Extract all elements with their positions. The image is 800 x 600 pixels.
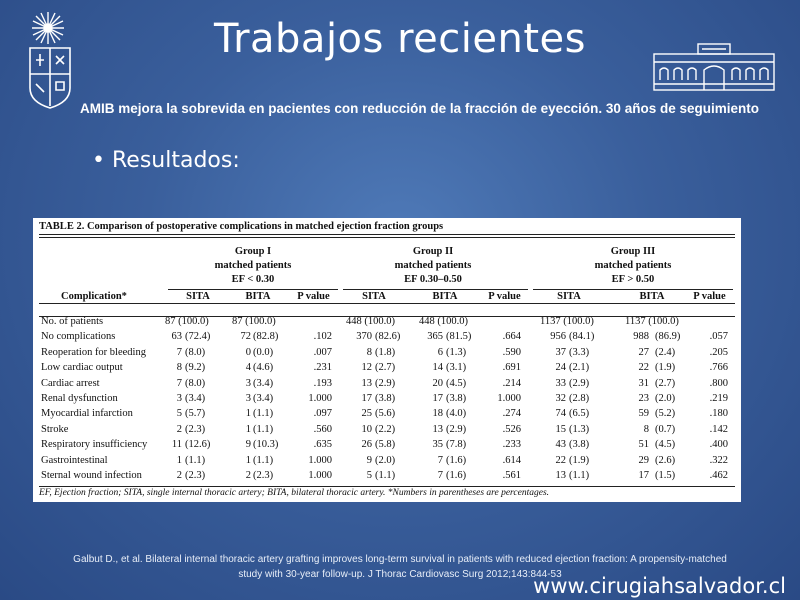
table-cell: 11 xyxy=(171,439,182,451)
table-cell: 17 xyxy=(432,393,443,404)
table-cell: (2.8) xyxy=(569,393,590,404)
table-cell: (0.7) xyxy=(655,423,676,435)
table-cell: .205 xyxy=(709,346,728,358)
table-cell: (2.1) xyxy=(569,362,590,374)
table-cell: .664 xyxy=(502,331,521,343)
table-cell: .057 xyxy=(709,331,728,343)
table-row-label: No complications xyxy=(41,331,116,343)
table-row-label: Low cardiac output xyxy=(41,362,123,374)
table-cell: .102 xyxy=(313,331,332,343)
table-cell: (5.6) xyxy=(375,408,396,420)
header-pvalue: P value xyxy=(488,291,521,302)
table-cell: 8 xyxy=(643,423,649,435)
table-cell: 33 xyxy=(555,377,566,389)
table-cell: (2.9) xyxy=(446,423,467,435)
table-rule xyxy=(533,289,733,290)
table-cell: (1.1) xyxy=(375,470,396,481)
table-cell: 988 xyxy=(633,331,649,343)
table-footnote: EF, Ejection fraction; SITA, single internal thoracic artery; BITA, bilateral thoracic artery. *Numbers in parentheses are percentages. xyxy=(39,488,550,498)
table-cell: 2 xyxy=(245,470,251,481)
table-cell: 29 xyxy=(638,454,649,466)
table-cell: 1 xyxy=(245,454,251,466)
table-cell: 448 (100.0) xyxy=(346,316,395,327)
table-cell: 3 xyxy=(245,393,251,404)
table-cell: .180 xyxy=(709,408,728,420)
table-rule xyxy=(39,234,735,235)
table-rule xyxy=(343,289,528,290)
table-cell: 12 xyxy=(361,362,372,374)
header-bita: BITA xyxy=(639,291,665,302)
table-caption: TABLE 2. Comparison of postoperative complications in matched ejection fraction groups xyxy=(39,221,444,232)
table-cell: (2.9) xyxy=(569,377,590,389)
table-cell: (72.4) xyxy=(185,331,211,343)
table-cell: (3.3) xyxy=(569,346,590,358)
table-cell: (2.3) xyxy=(185,470,206,481)
table-cell: .193 xyxy=(313,377,332,389)
table-cell: (8.0) xyxy=(185,377,206,389)
table-row-label: Cardiac arrest xyxy=(41,377,100,389)
table-cell: (1.1) xyxy=(253,408,274,420)
table-rule xyxy=(168,289,338,290)
table-cell: 10 xyxy=(361,423,372,435)
table-cell: (3.4) xyxy=(253,377,274,389)
slide-subtitle: AMIB mejora la sobrevida en pacientes con reducción de la fracción de eyección. 30 años de seguimiento xyxy=(80,101,759,116)
table-cell: (10.3) xyxy=(253,439,279,451)
group-header-3: EF > 0.50 xyxy=(611,274,655,285)
header-sita: SITA xyxy=(362,291,386,302)
table-cell: (2.4) xyxy=(655,346,676,358)
table-cell: 59 xyxy=(638,408,649,420)
table-cell: .526 xyxy=(502,423,521,435)
table-cell: (2.3) xyxy=(185,423,206,435)
table-cell: 5 xyxy=(366,470,372,481)
table-cell: (8.0) xyxy=(185,346,206,358)
table-cell: (3.8) xyxy=(446,393,467,404)
table-cell: (7.8) xyxy=(446,439,467,451)
table-cell: .274 xyxy=(502,408,521,420)
table-cell: (9.2) xyxy=(185,362,206,374)
table-cell: 5 xyxy=(176,408,182,420)
table-cell: (1.9) xyxy=(655,362,676,374)
table-cell: (2.7) xyxy=(655,377,676,389)
table-cell: 15 xyxy=(555,423,566,435)
table-cell: 72 xyxy=(240,331,251,343)
table-cell: 956 xyxy=(550,331,566,343)
table-cell: .561 xyxy=(502,470,521,481)
table-cell: 1.000 xyxy=(308,454,332,466)
table-cell: 37 xyxy=(555,346,566,358)
table-cell: 365 xyxy=(427,331,443,343)
table-cell: 1.000 xyxy=(308,470,332,481)
table-cell: (84.1) xyxy=(569,331,595,343)
table-cell: 1137 (100.0) xyxy=(625,316,679,327)
table-row-label: Respiratory insufficiency xyxy=(41,439,148,451)
table-cell: .691 xyxy=(502,362,521,374)
table-cell: .560 xyxy=(313,423,332,435)
header-bita: BITA xyxy=(432,291,458,302)
table-cell: (2.9) xyxy=(375,377,396,389)
table-cell: (2.0) xyxy=(655,393,676,404)
table-cell: 23 xyxy=(638,393,649,404)
header-pvalue: P value xyxy=(693,291,726,302)
table-cell: (3.1) xyxy=(446,362,467,374)
table-cell: (5.7) xyxy=(185,408,206,420)
table-cell: 8 xyxy=(176,362,182,374)
table-cell: (5.8) xyxy=(375,439,396,451)
table-cell: (0.0) xyxy=(253,346,274,358)
table-cell: 63 xyxy=(171,331,182,343)
table-cell: (3.4) xyxy=(253,393,274,404)
table-cell: 26 xyxy=(361,439,372,451)
table-rule xyxy=(39,303,735,304)
table-cell: .007 xyxy=(313,346,332,358)
table-cell: .590 xyxy=(502,346,521,358)
table-cell: .231 xyxy=(313,362,332,374)
table-cell: (4.5) xyxy=(655,439,676,451)
table-rule xyxy=(39,237,735,238)
table-cell: .800 xyxy=(709,377,728,389)
group-header-2: matched patients xyxy=(394,260,472,271)
table-cell: (1.9) xyxy=(569,454,590,466)
table-cell: 74 xyxy=(555,408,566,420)
table-cell: (6.5) xyxy=(569,408,590,420)
table-cell: .097 xyxy=(313,408,332,420)
table-cell: 43 xyxy=(555,439,566,451)
table-row-label: No. of patients xyxy=(41,316,104,327)
table-cell: 2 xyxy=(176,423,182,435)
table-cell: .233 xyxy=(502,439,521,451)
table-cell: 25 xyxy=(361,408,372,420)
group-header-2: EF 0.30–0.50 xyxy=(404,274,462,285)
group-header-3: Group III xyxy=(610,246,656,257)
table-cell: 17 xyxy=(638,470,649,481)
table-cell: (1.6) xyxy=(446,470,467,481)
table-cell: .322 xyxy=(709,454,728,466)
table-cell: 35 xyxy=(432,439,443,451)
table-cell: 22 xyxy=(555,454,566,466)
table-cell: 31 xyxy=(638,377,649,389)
table-cell: 0 xyxy=(245,346,251,358)
table-cell: (2.7) xyxy=(375,362,396,374)
table-cell: 17 xyxy=(361,393,372,404)
table-cell: .766 xyxy=(709,362,728,374)
table-cell: 370 xyxy=(356,331,372,343)
table-cell: 2 xyxy=(176,470,182,481)
table-cell: 20 xyxy=(432,377,443,389)
table-cell: 22 xyxy=(638,362,649,374)
table-cell: (1.1) xyxy=(253,454,274,466)
table-cell: (1.3) xyxy=(569,423,590,435)
table-cell: (4.5) xyxy=(446,377,467,389)
table-cell: (1.8) xyxy=(375,346,396,358)
table-cell: (2.0) xyxy=(375,454,396,466)
table-cell: (1.1) xyxy=(569,470,590,481)
table-cell: 7 xyxy=(176,346,182,358)
table-cell: (4.6) xyxy=(253,362,274,374)
table-cell: (3.8) xyxy=(569,439,590,451)
table-cell: (2.2) xyxy=(375,423,396,435)
table-cell: (3.4) xyxy=(185,393,206,404)
citation: Galbut D., et al. Bilateral internal thoracic artery grafting improves long-term survival in patients with reduced ejection fraction: A propensity-matched study with 30-year follow-up. J Thorac Cardiovasc Surg 2012;143:844-53 xyxy=(73,554,727,580)
header-sita: SITA xyxy=(186,291,210,302)
table-cell: 6 xyxy=(437,346,443,358)
table-cell: 3 xyxy=(245,377,251,389)
slide-title: Trabajos recientes xyxy=(214,16,586,62)
table-cell: 87 (100.0) xyxy=(232,316,276,327)
table-cell: 448 (100.0) xyxy=(419,316,468,327)
table-cell: (2.3) xyxy=(253,470,274,481)
table-cell: 3 xyxy=(176,393,182,404)
table-cell: 27 xyxy=(638,346,649,358)
table-cell: 14 xyxy=(432,362,443,374)
table-cell: (1.5) xyxy=(655,470,676,481)
table-cell: 13 xyxy=(555,470,566,481)
table-cell: 13 xyxy=(432,423,443,435)
table-cell: .635 xyxy=(313,439,332,451)
table-cell: (1.6) xyxy=(446,454,467,466)
group-header-1: Group I xyxy=(234,246,272,257)
table-cell: (1.1) xyxy=(253,423,274,435)
website-url: www.cirugiahsalvador.cl xyxy=(533,574,786,598)
group-header-1: EF < 0.30 xyxy=(231,274,275,285)
table-cell: .614 xyxy=(502,454,521,466)
table-rule xyxy=(39,486,735,487)
table-cell: 1.000 xyxy=(497,393,521,404)
table-cell: 87 (100.0) xyxy=(165,316,209,327)
table-cell: .400 xyxy=(709,439,728,451)
group-header-2: Group II xyxy=(412,246,454,257)
header-pvalue: P value xyxy=(297,291,330,302)
table-row-label: Sternal wound infection xyxy=(41,470,142,481)
table-cell: 1 xyxy=(245,408,251,420)
header-sita: SITA xyxy=(557,291,581,302)
table-cell: (4.0) xyxy=(446,408,467,420)
header-complication: Complication* xyxy=(61,291,127,302)
table-cell: 1 xyxy=(245,423,251,435)
group-header-3: matched patients xyxy=(594,260,672,271)
table-cell: 24 xyxy=(555,362,566,374)
table-cell: 1 xyxy=(176,454,182,466)
table-row-label: Stroke xyxy=(41,423,69,435)
bullet-item xyxy=(92,148,240,173)
table-row-label: Reoperation for bleeding xyxy=(41,346,146,358)
table-cell: 13 xyxy=(361,377,372,389)
header-bita: BITA xyxy=(245,291,271,302)
table-row-label: Myocardial infarction xyxy=(41,408,133,420)
table-cell: 9 xyxy=(366,454,372,466)
table-cell: (5.2) xyxy=(655,408,676,420)
table-cell: 7 xyxy=(437,470,443,481)
table-cell: (82.8) xyxy=(253,331,279,343)
table-cell: (12.6) xyxy=(185,439,211,451)
table-cell: (86.9) xyxy=(655,331,681,343)
table-cell: (1.3) xyxy=(446,346,467,358)
table-cell: 1137 (100.0) xyxy=(540,316,594,327)
table-cell: 18 xyxy=(432,408,443,420)
table-cell: .142 xyxy=(709,423,728,435)
table-cell: 51 xyxy=(638,439,649,451)
bullet-text: Resultados: xyxy=(112,148,240,173)
table-cell: 1.000 xyxy=(308,393,332,404)
table-cell: 9 xyxy=(245,439,251,451)
bullet-icon: • xyxy=(92,148,105,173)
table-cell: 8 xyxy=(366,346,372,358)
table-cell: (82.6) xyxy=(375,331,401,343)
table-cell: (3.8) xyxy=(375,393,396,404)
table-cell: (1.1) xyxy=(185,454,206,466)
table-row-label: Renal dysfunction xyxy=(41,393,118,404)
group-header-1: matched patients xyxy=(214,260,292,271)
table-cell: .462 xyxy=(709,470,728,481)
table-cell: 7 xyxy=(176,377,182,389)
table-cell: .219 xyxy=(709,393,728,404)
table-cell: 32 xyxy=(555,393,566,404)
table-cell: (81.5) xyxy=(446,331,472,343)
complications-table xyxy=(33,218,741,502)
table-cell: 7 xyxy=(437,454,443,466)
table-cell: (2.6) xyxy=(655,454,676,466)
table-cell: .214 xyxy=(502,377,521,389)
table-row-label: Gastrointestinal xyxy=(41,454,108,466)
table-cell: 4 xyxy=(245,362,251,374)
